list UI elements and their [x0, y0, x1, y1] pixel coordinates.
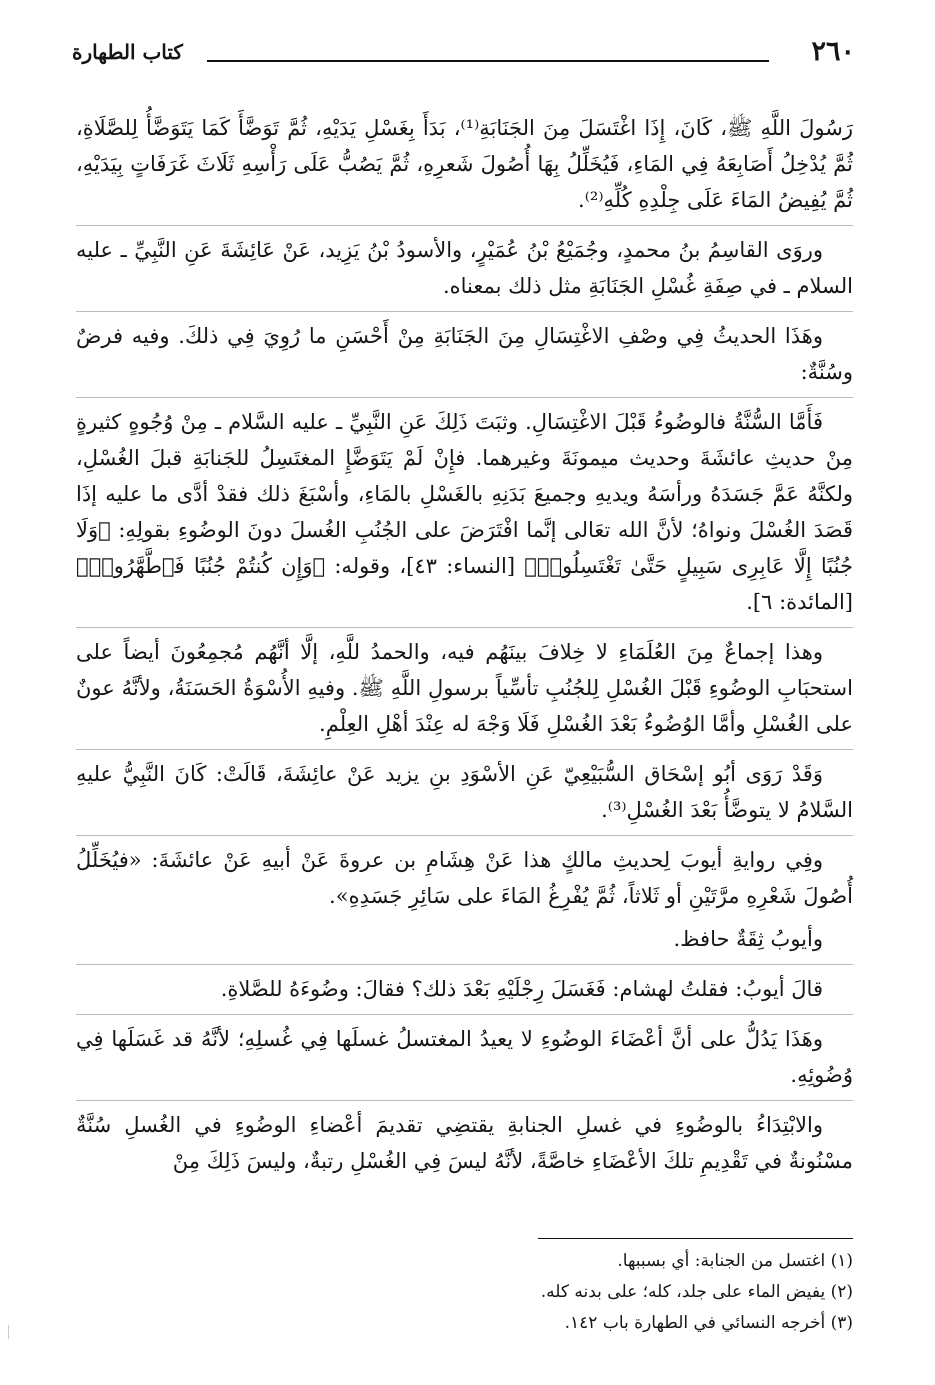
paragraph: والابْتِدَاءُ بالوضُوءِ في غسلِ الجنابةِ يقتضِي تقديمَ أعْضاءِ الوضُوءِ في الغُسلِ سُنَّةٌ مسْنُونةٌ في تَقْدِيمِ تلكَ الأعْضَاءِ خاصَّةً، لأنَّهُ ليسَ فِي الغُسْلِ رتبةٌ، وليسَ ذَلِكَ مِنْ — [76, 1113, 853, 1173]
paragraph: وهذا إجماعٌ مِنَ العُلَمَاءِ لا خِلافَ بينَهُم فيه، والحمدُ للَّهِ، إلَّا أنَّهُم مُجمِعُونَ أيضاً على استحبَابِ الوضُوءِ قَبْلَ الغُسْلِ لِلجُنُبِ تأسِّياً برسولِ اللَّهِ ﷺ. وفيهِ الأُسْوَةُ الحَسَنَةُ، ولأنَّهُ عونٌ على الغُسْلِ وأمَّا الوُضُوءُ بَعْدَ الغُسْلِ فَلَا وَجْهَ له عِنْدَ أهْلِ العِلْمِ. — [76, 640, 853, 736]
paragraph: وأيوبُ ثِقَةٌ حافظ. — [673, 927, 823, 951]
header-rule — [207, 60, 769, 62]
paragraph-divider — [76, 1014, 853, 1015]
page-number: ٢٦٠ — [811, 36, 855, 67]
paragraph: قالَ أيوبُ: فقلتُ لهشام: فَغَسَلَ رِجْلَيْهِ بَعْدَ ذلك؟ فقالَ: وضُوءَهُ للصَّلاةِ. — [220, 977, 823, 1001]
paragraph: وفِي روايةِ أيوبَ لِحديثِ مالكٍ هذا عَنْ هِشَامِ بن عروةَ عَنْ أبيهِ عَنْ عائشَةَ: «فيُخَلِّلُ أُصُولَ شَعْرِهِ مرَّتَيْنِ أو ثَلاثاً، ثُمَّ يُفْرِغُ المَاءَ على سَائِرِ جَسَدِهِ». — [76, 848, 853, 908]
chapter-title: كتاب الطهارة — [72, 40, 183, 64]
footnote: (٢) يفيض الماء على جلد، كله؛ على بدنه كله. — [540, 1282, 853, 1302]
scan-mark — [8, 1325, 9, 1339]
paragraph: وهَذَا الحديثُ فِي وصْفِ الاغْتِسَالِ مِنَ الجَنَابَةِ مِنْ أَحْسَنِ ما رُوِيَ فِي ذلكَ. وفيه فرضٌ وسُنَّةٌ: — [76, 324, 853, 384]
main-text — [76, 110, 853, 1186]
paragraph-divider — [76, 311, 853, 312]
paragraph: وروَى القاسِمُ بنُ محمدٍ، وجُمَيْعُ بْنُ عُمَيْرٍ، والأسودُ بْنُ يَزِيد، عَنْ عَائِشَةَ عَنِ النَّبِيِّ ـ عليه السلام ـ في صِفَةِ غُسْلِ الجَنَابَةِ مثل ذلك بمعناه. — [76, 238, 853, 298]
footnote: (١) اغتسل من الجنابة: أي بسببها. — [617, 1251, 853, 1271]
paragraph: وَقَدْ رَوَى أبُو إسْحَاق السُّبَيْعِيّ عَنِ الأسْوَدِ بنِ يزيد عَنْ عائِشَةَ، قَالَتْ: كَانَ النَّبِيُّ عليهِ السَّلامُ لا يتوضَّأُ بَعْدَ الغُسْلِ⁽³⁾. — [76, 762, 853, 822]
paragraph: فَأَمَّا السُّنَّةُ فالوضُوءُ قَبْلَ الاغْتِسَالِ. وثبَتَ ذَلِكَ عَنِ النَّبِيِّ ـ عليه السَّلام ـ مِنْ وُجُوهٍ كثيرةٍ مِنْ حديثِ عائشَةَ وحديث ميمونَةَ وغيرهما. فإِنْ لَمْ يَتَوَضَّإِ المغتَسِلُ للجَنابَةِ قبلَ الغُسْلِ، ولكنَّهُ عَمَّ جَسَدَهُ ورأسَهُ ويديهِ وجميعَ بَدَنِهِ بالغَسْلِ بالمَاءِ، وأسْبَغَ ذلك فقدْ أدَّى ما عليه إذَا قَصَدَ الغُسْلَ ونواهُ؛ لأنَّ الله تعَالى إنَّما افْتَرَضَ على الجُنُبِ الغُسلَ دونَ الوضُوءِ بقولِهِ: ﴿وَلَا جُنُبًا إِلَّا عَابِرِى سَبِيلٍ حَتَّىٰ تَغْتَسِلُوا۟﴾ [النساء: ٤٣]، وقوله: ﴿وَإِن كُنتُمْ جُنُبًا فَٱطَّهَّرُوا۟﴾ [المائدة: ٦]. — [76, 410, 853, 614]
footnote-rule — [538, 1238, 853, 1239]
paragraph-divider — [76, 964, 853, 965]
running-header — [72, 32, 855, 72]
paragraph-divider — [76, 835, 853, 836]
paragraph-divider — [76, 749, 853, 750]
footnotes — [120, 1246, 853, 1339]
paragraph-divider — [76, 225, 853, 226]
paragraph: رَسُولَ اللَّهِ ﷺ، كَانَ، إِذَا اغْتَسَلَ مِنَ الجَنَابَةِ⁽¹⁾، بَدَأَ بِغَسْلِ يَدَيْهِ، ثُمَّ تَوَضَّأَ كَمَا يَتَوَضَّأُ لِلصَّلَاةِ، ثُمَّ يُدْخِلُ أَصَابِعَهُ فِي المَاءِ، فَيُخَلِّلُ بِهَا أُصُولَ شَعرِهِ، ثُمَّ يَصُبُّ عَلَى رَأْسِهِ ثَلَاثَ غَرَفَاتٍ بِيَدَيْهِ، ثُمَّ يُفِيضُ المَاءَ عَلَى جِلْدِهِ كُلِّهِ⁽²⁾. — [76, 116, 853, 212]
footnote: (٣) أخرجه النسائي في الطهارة باب ١٤٢. — [564, 1313, 853, 1333]
paragraph: وهَذَا يَدُلُّ على أنَّ أعْضَاءَ الوضُوءِ لا يعيدُ المغتسلُ غسلَها فِي غُسلِهِ؛ لأنَّهُ قد غَسَلَها فِي وُضُوئِهِ. — [76, 1027, 853, 1087]
paragraph-divider — [76, 1100, 853, 1101]
paragraph-divider — [76, 397, 853, 398]
paragraph-divider — [76, 627, 853, 628]
